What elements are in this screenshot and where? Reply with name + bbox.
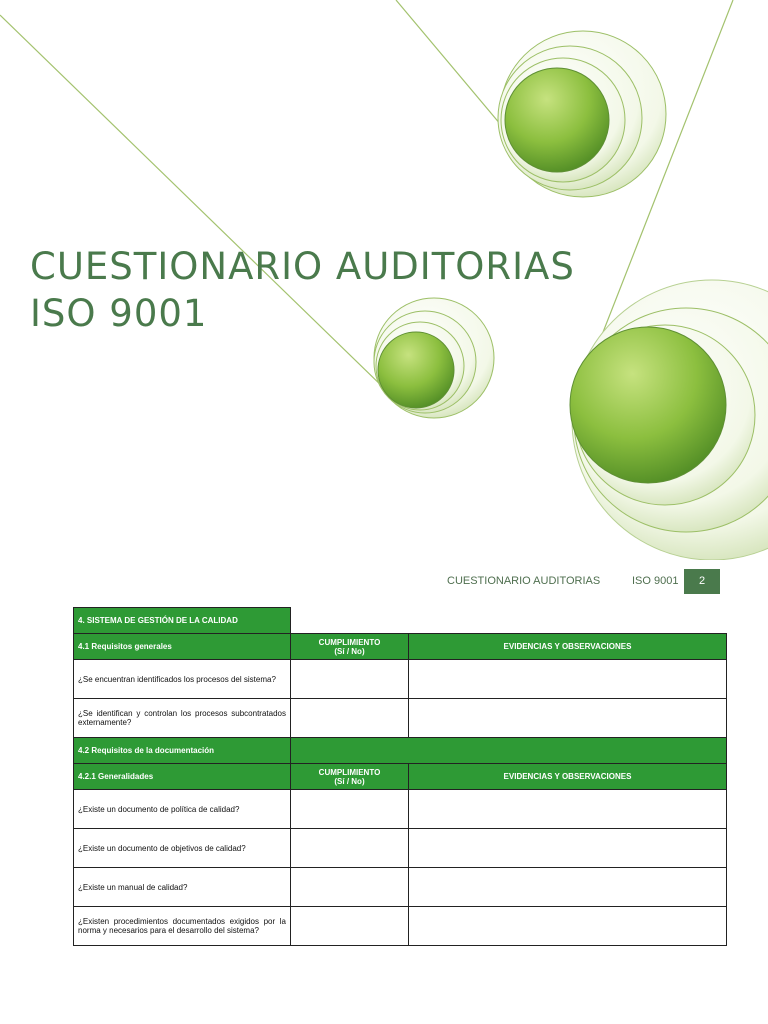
header-subtitle: ISO 9001 <box>632 575 679 587</box>
compliance-cell[interactable] <box>291 699 409 738</box>
table-row <box>74 660 727 699</box>
subsection-row <box>74 738 727 764</box>
audit-questionnaire-table <box>73 607 727 946</box>
compliance-cell[interactable] <box>291 660 409 699</box>
compliance-cell[interactable] <box>291 907 409 946</box>
subsection-title: 4.2.1 Generalidades <box>74 764 291 790</box>
question-text: ¿Existe un manual de calidad? <box>74 868 291 907</box>
cover-title-line2: ISO 9001 <box>30 292 208 335</box>
compliance-cell[interactable] <box>291 790 409 829</box>
question-text: ¿Se identifican y controlan los procesos subcontratados externamente? <box>74 699 291 738</box>
evidence-cell[interactable] <box>409 868 727 907</box>
column-header-compliance: CUMPLIMIENTO (Sí / No) <box>291 764 409 790</box>
table-row <box>74 790 727 829</box>
table-row <box>74 829 727 868</box>
table-row <box>74 907 727 946</box>
evidence-cell[interactable] <box>409 907 727 946</box>
table-header-row <box>74 764 727 790</box>
section-title-row <box>74 608 727 634</box>
section-title: 4. SISTEMA DE GESTIÓN DE LA CALIDAD <box>74 608 291 634</box>
column-header-evidence: EVIDENCIAS Y OBSERVACIONES <box>409 634 727 660</box>
subsection-fill <box>291 738 727 764</box>
circle-group-right <box>570 280 768 560</box>
table-row <box>74 868 727 907</box>
table-header-row <box>74 634 727 660</box>
question-text: ¿Existe un documento de política de calidad? <box>74 790 291 829</box>
evidence-cell[interactable] <box>409 790 727 829</box>
cover-title <box>30 243 575 337</box>
compliance-cell[interactable] <box>291 868 409 907</box>
question-text: ¿Existe un documento de objetivos de calidad? <box>74 829 291 868</box>
header-title: CUESTIONARIO AUDITORIAS <box>447 575 601 587</box>
evidence-cell[interactable] <box>409 829 727 868</box>
page-header <box>440 569 720 594</box>
table-row <box>74 699 727 738</box>
column-header-compliance: CUMPLIMIENTO (Sí / No) <box>291 634 409 660</box>
compliance-cell[interactable] <box>291 829 409 868</box>
question-text: ¿Se encuentran identificados los procesos del sistema? <box>74 660 291 699</box>
column-header-evidence: EVIDENCIAS Y OBSERVACIONES <box>409 764 727 790</box>
subsection-title: 4.1 Requisitos generales <box>74 634 291 660</box>
question-text: ¿Existen procedimientos documentados exigidos por la norma y necesarios para el desarrollo del sistema? <box>74 907 291 946</box>
evidence-cell[interactable] <box>409 660 727 699</box>
page-number: 2 <box>684 569 720 594</box>
subsection-title: 4.2 Requisitos de la documentación <box>74 738 291 764</box>
circle-group-top <box>498 31 666 197</box>
evidence-cell[interactable] <box>409 699 727 738</box>
blank-cell <box>291 608 727 634</box>
cover-title-line1: CUESTIONARIO AUDITORIAS <box>30 245 575 288</box>
